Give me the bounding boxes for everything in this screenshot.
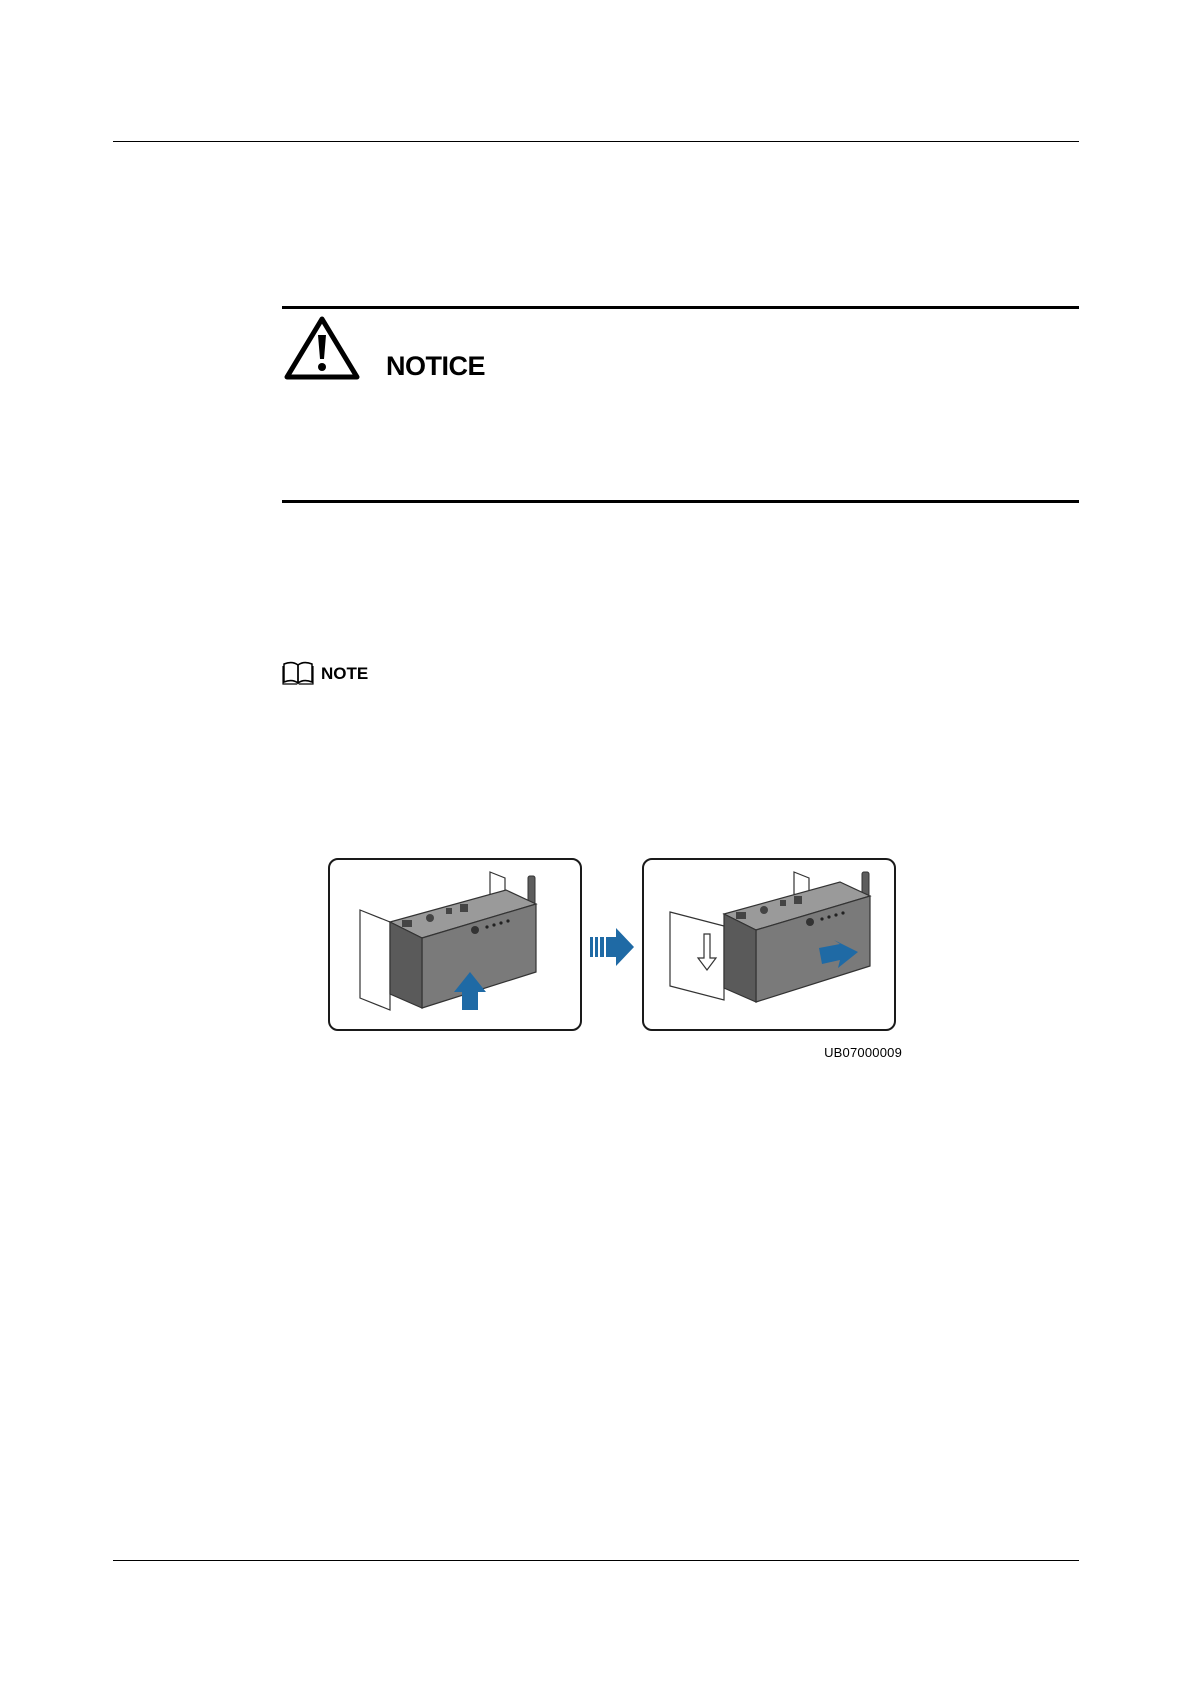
notice-label: NOTICE xyxy=(386,351,486,381)
note-label: NOTE xyxy=(321,664,369,683)
footer-rule xyxy=(113,1560,1079,1561)
notice-bottom-rule xyxy=(282,500,1079,503)
installation-figure xyxy=(328,858,902,1060)
next-step-arrow-icon xyxy=(590,926,634,968)
device-illustration-left xyxy=(330,860,582,1031)
device-illustration-right xyxy=(644,860,896,1031)
notice-top-rule xyxy=(282,306,1079,309)
figure-panel-push-up xyxy=(328,858,582,1031)
figure-id-label: UB07000009 xyxy=(824,1045,902,1060)
warning-triangle-icon xyxy=(284,315,360,381)
header-rule xyxy=(113,141,1079,142)
book-icon xyxy=(282,661,314,685)
figure-panel-slide-out xyxy=(642,858,896,1031)
